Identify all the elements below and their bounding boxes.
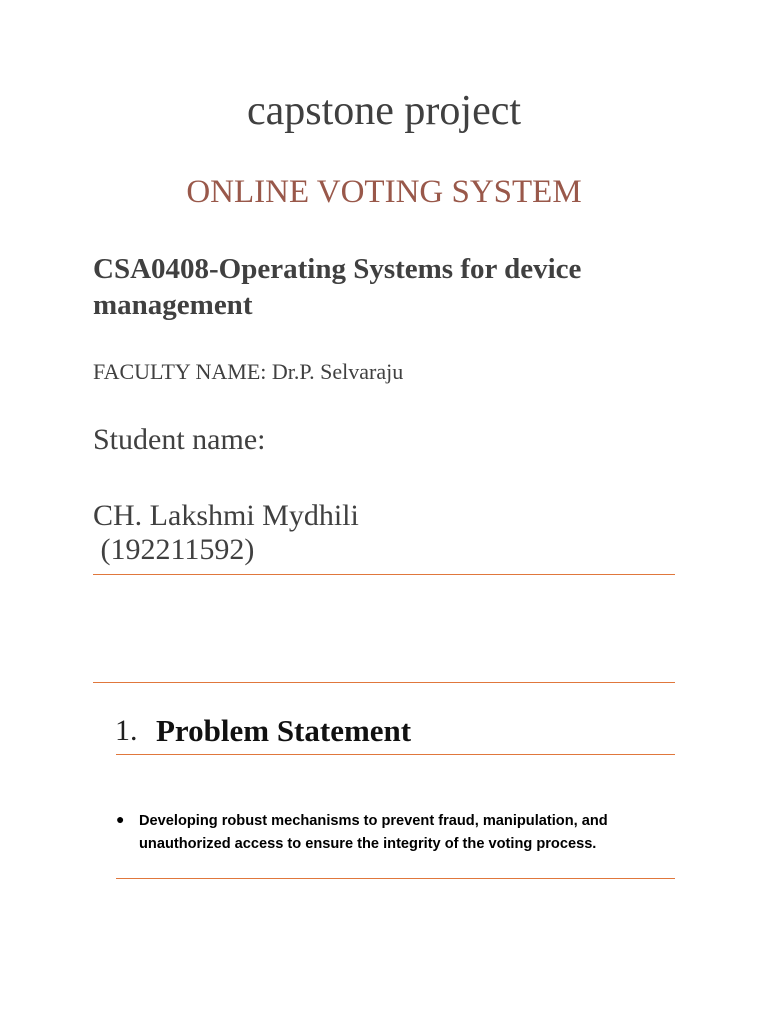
course-heading: CSA0408-Operating Systems for device management (93, 253, 582, 321)
section-divider-line (116, 754, 675, 755)
bullet-item: Developing robust mechanisms to prevent fraud, manipulation, and unauthorized access to ensure the integrity of the voting process. (139, 813, 608, 852)
divider-line (93, 682, 675, 683)
student-id: (192211592) (93, 533, 255, 566)
section-title: Problem Statement (156, 713, 412, 748)
section-number: 1. (115, 714, 138, 747)
student-name-label: Student name: (93, 423, 266, 456)
faculty-name: FACULTY NAME: Dr.P. Selvaraju (93, 359, 404, 384)
document-title: capstone project (246, 88, 522, 134)
divider-line (93, 574, 675, 575)
section-divider-line (116, 878, 675, 879)
bullet-dot-icon: ● (116, 811, 125, 827)
student-name: CH. Lakshmi Mydhili (93, 499, 359, 532)
project-subtitle: ONLINE VOTING SYSTEM (186, 174, 582, 210)
